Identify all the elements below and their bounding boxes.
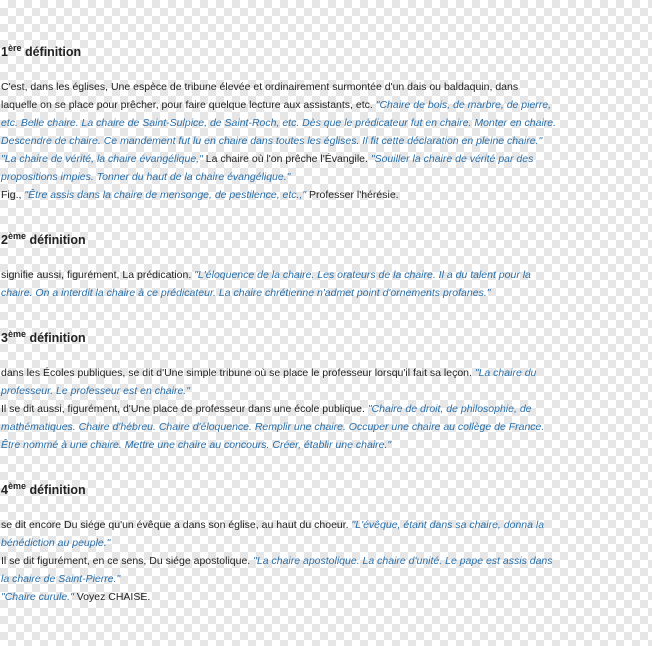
definition-text: Professer l'hérésie. — [306, 189, 399, 201]
definition-line — [1, 382, 647, 400]
ordinal-suffix: ème — [7, 231, 26, 241]
definition-line — [1, 418, 647, 436]
definition-number: 2 — [1, 233, 8, 247]
example-text: Descendre de chaire. Ce mandement fut lu en chaire dans toutes les églises. Il fit cette déclaration en pleine chaire." — [1, 135, 543, 147]
definition-text: Fig., — [1, 189, 25, 201]
example-text: "L'évêque, étant dans sa chaire, donna la — [351, 519, 545, 531]
definition-line — [1, 436, 647, 454]
definition-line — [1, 132, 647, 150]
definition-text: laquelle on se place pour prêcher, pour faire quelque lecture aux assistants, etc. — [1, 99, 376, 111]
definition-text: signifie aussi, figurément, La prédication. — [1, 269, 195, 281]
example-text: "Chaire de droit, de philosophie, de — [367, 403, 532, 415]
definition-text: La chaire où l'on prêche l'Évangile. — [202, 153, 371, 165]
definition-text: Il se dit aussi, figurément, d'Une place de professeur dans une école publique. — [1, 403, 368, 415]
ordinal-suffix: ème — [7, 481, 26, 491]
definition-number: 4 — [1, 483, 8, 497]
definition-number: 1 — [1, 45, 8, 59]
definition-line — [1, 400, 647, 418]
definition-line — [1, 114, 647, 132]
example-text: "La chaire de vérité, la chaire évangélique," — [1, 153, 203, 165]
definition-text: se dit encore Du siége qu'un évêque a dans son église, au haut du choeur. — [1, 519, 352, 531]
definition-line — [1, 186, 647, 204]
definition-heading — [1, 326, 647, 346]
definition-text: Voyez CHAISE. — [73, 591, 151, 603]
definition-line — [1, 570, 647, 588]
definition-heading — [1, 478, 647, 498]
definition-text: C'est, dans les églises, Une espèce de tribune élevée et ordinairement surmontée d'un dais ou baldaquin, dans — [1, 81, 519, 93]
definition-label: définition — [25, 233, 86, 247]
definition-line — [1, 552, 647, 570]
definition-number: 3 — [1, 331, 8, 345]
definition-line — [1, 364, 647, 382]
example-text: "La chaire apostolique. La chaire d'unité. Le pape est assis dans — [253, 555, 553, 567]
example-text: bénédiction au peuple." — [1, 537, 111, 549]
definition-line — [1, 266, 647, 284]
example-text: chaire. On a interdit la chaire à ce prédicateur. La chaire chrétienne n'admet point d'ornements profanes." — [1, 287, 491, 299]
example-text: Être nommé à une chaire. Mettre une chaire au concours. Créer, établir une chaire." — [1, 439, 392, 451]
example-text: "Souiller la chaire de vérité par des — [370, 153, 534, 165]
example-text: propositions impies. Tonner du haut de la chaire évangélique." — [1, 171, 291, 183]
example-text: "Chaire de bois, de marbre, de pierre, — [375, 99, 552, 111]
definitions-content — [0, 40, 647, 606]
example-text: mathématiques. Chaire d'hébreu. Chaire d'éloquence. Remplir une chaire. Occuper une chaire au collège de France. — [1, 421, 545, 433]
definition-text: dans les Écoles publiques, se dit d'Une simple tribune où se place le professeur lorsqu'il fait sa leçon. — [1, 367, 475, 379]
ordinal-suffix: ème — [7, 329, 26, 339]
ordinal-suffix: ère — [7, 43, 22, 53]
definition-label: définition — [21, 45, 82, 59]
definition-label: définition — [25, 483, 86, 497]
definition-section — [1, 228, 647, 302]
definition-line — [1, 96, 647, 114]
definition-line — [1, 516, 647, 534]
definition-line — [1, 284, 647, 302]
example-text: la chaire de Saint-Pierre." — [1, 573, 121, 585]
definition-section — [1, 326, 647, 454]
example-text: "La chaire du — [474, 367, 537, 379]
definition-line — [1, 168, 647, 186]
example-text: "Chaire curule." — [1, 591, 74, 603]
definition-label: définition — [25, 331, 86, 345]
definition-heading — [1, 228, 647, 248]
definition-heading — [1, 40, 647, 60]
definition-section — [1, 40, 647, 204]
example-text: "L'éloquence de la chaire. Les orateurs de la chaire. Il a du talent pour la — [194, 269, 531, 281]
example-text: "Être assis dans la chaire de mensonge, de pestilence, etc.," — [24, 189, 307, 201]
definition-line — [1, 588, 647, 606]
example-text: etc. Belle chaire. La chaire de Saint-Sulpice, de Saint-Roch, etc. Dès que le prédicateur fut en chaire. Monter en chaire. — [1, 117, 557, 129]
definition-line — [1, 78, 647, 96]
example-text: professeur. Le professeur est en chaire." — [1, 385, 190, 397]
definition-text: Il se dit figurément, en ce sens, Du siége apostolique. — [1, 555, 254, 567]
definition-line — [1, 534, 647, 552]
definition-line — [1, 150, 647, 168]
definition-section — [1, 478, 647, 606]
